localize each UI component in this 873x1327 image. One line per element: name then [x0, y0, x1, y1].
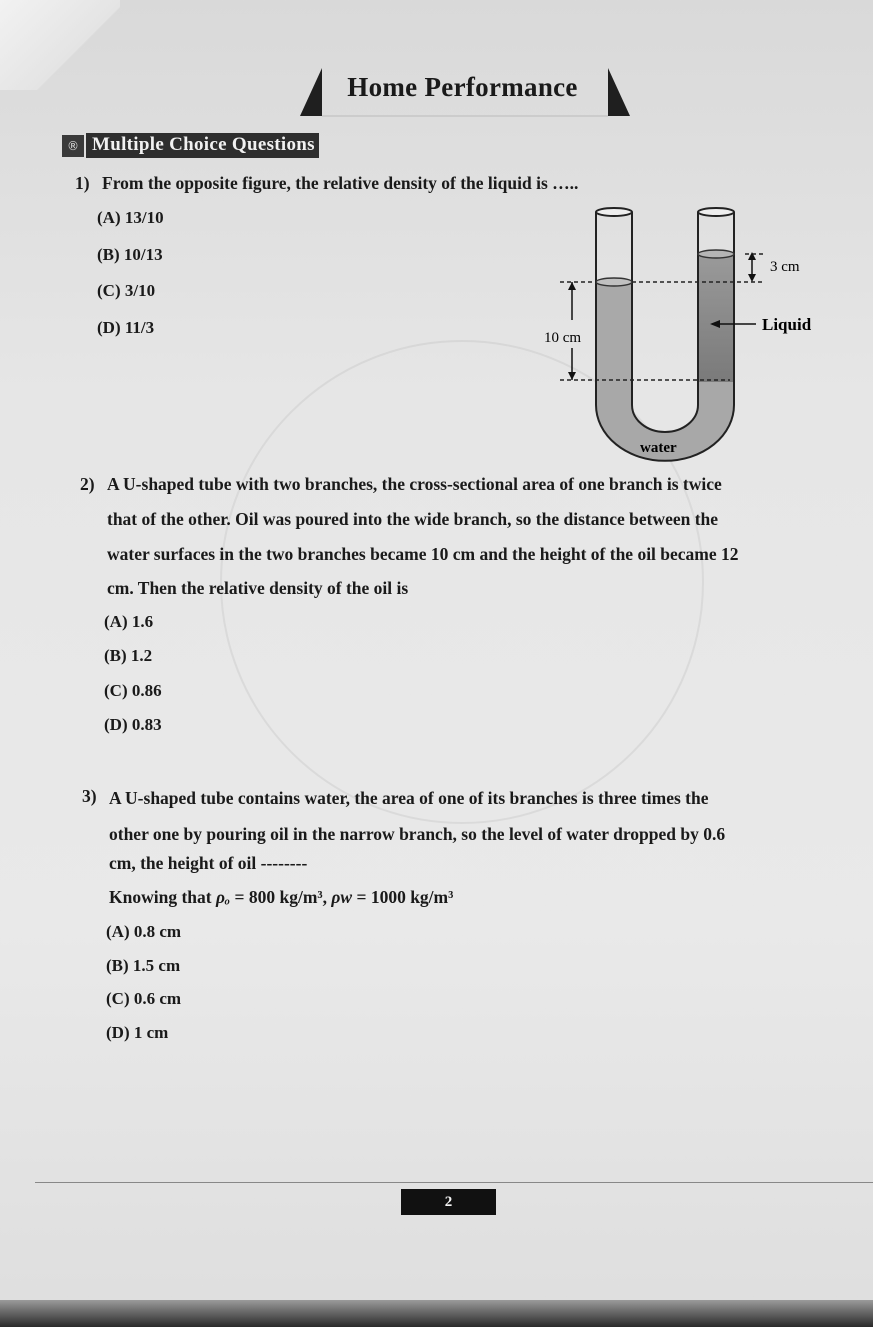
footer-rule: [35, 1182, 873, 1183]
question-text-line-3: cm, the height of oil --------: [109, 853, 308, 873]
option-1b: (B) 10/13: [97, 245, 163, 264]
label-water: water: [640, 440, 677, 456]
knowing-prefix: Knowing that: [109, 887, 216, 907]
option-1d: (D) 11/3: [97, 318, 155, 337]
question-text-line-1: A U-shaped tube contains water, the area of one of its branches is three times the: [109, 788, 709, 808]
page-number: 2: [401, 1189, 496, 1215]
label-10cm: 10 cm: [544, 330, 582, 346]
option-1a: (A) 13/10: [97, 208, 164, 227]
question-text-line-4: cm. Then the relative density of the oil is: [107, 578, 409, 598]
page-title: Home Performance: [347, 72, 578, 102]
question-text: From the opposite figure, the relative density of the liquid is …..: [102, 173, 579, 193]
label-3cm: 3 cm: [770, 259, 800, 275]
knowing-line: [109, 887, 453, 908]
circle-bullet-icon: ®: [62, 135, 84, 157]
label-liquid: Liquid: [762, 315, 812, 334]
option-1c: (C) 3/10: [97, 281, 156, 300]
question-number: 1): [75, 173, 90, 193]
rho-oil-symbol: ρₒ: [215, 887, 231, 907]
option-2c: (C) 0.86: [104, 681, 162, 700]
rho-water-symbol: ρw: [331, 887, 353, 907]
option-3b: (B) 1.5 cm: [106, 956, 181, 975]
option-2a: (A) 1.6: [104, 612, 154, 631]
question-number: 2): [80, 474, 95, 494]
section-label: Multiple Choice Questions: [86, 133, 319, 158]
option-3c: (C) 0.6 cm: [106, 989, 182, 1008]
question-text-line-2: that of the other. Oil was poured into the wide branch, so the distance between the: [107, 509, 719, 529]
rho-oil-value: = 800 kg/m³,: [230, 887, 332, 907]
question-text-line-3: water surfaces in the two branches became 10 cm and the height of the oil became 12: [107, 544, 739, 564]
option-3a: (A) 0.8 cm: [106, 922, 182, 941]
question-text-line-2: other one by pouring oil in the narrow branch, so the level of water dropped by 0.6: [109, 824, 726, 844]
page-edge-shadow: [0, 1300, 873, 1327]
rho-water-value: = 1000 kg/m³: [352, 887, 454, 907]
question-number: 3): [82, 786, 97, 806]
option-2b: (B) 1.2: [104, 646, 153, 665]
option-3d: (D) 1 cm: [106, 1023, 169, 1042]
question-text-line-1: A U-shaped tube with two branches, the cross-sectional area of one branch is twice: [107, 474, 722, 494]
option-2d: (D) 0.83: [104, 715, 162, 734]
u-tube-figure: [530, 200, 830, 465]
page-fold: [0, 0, 120, 90]
section-heading: [62, 133, 319, 158]
